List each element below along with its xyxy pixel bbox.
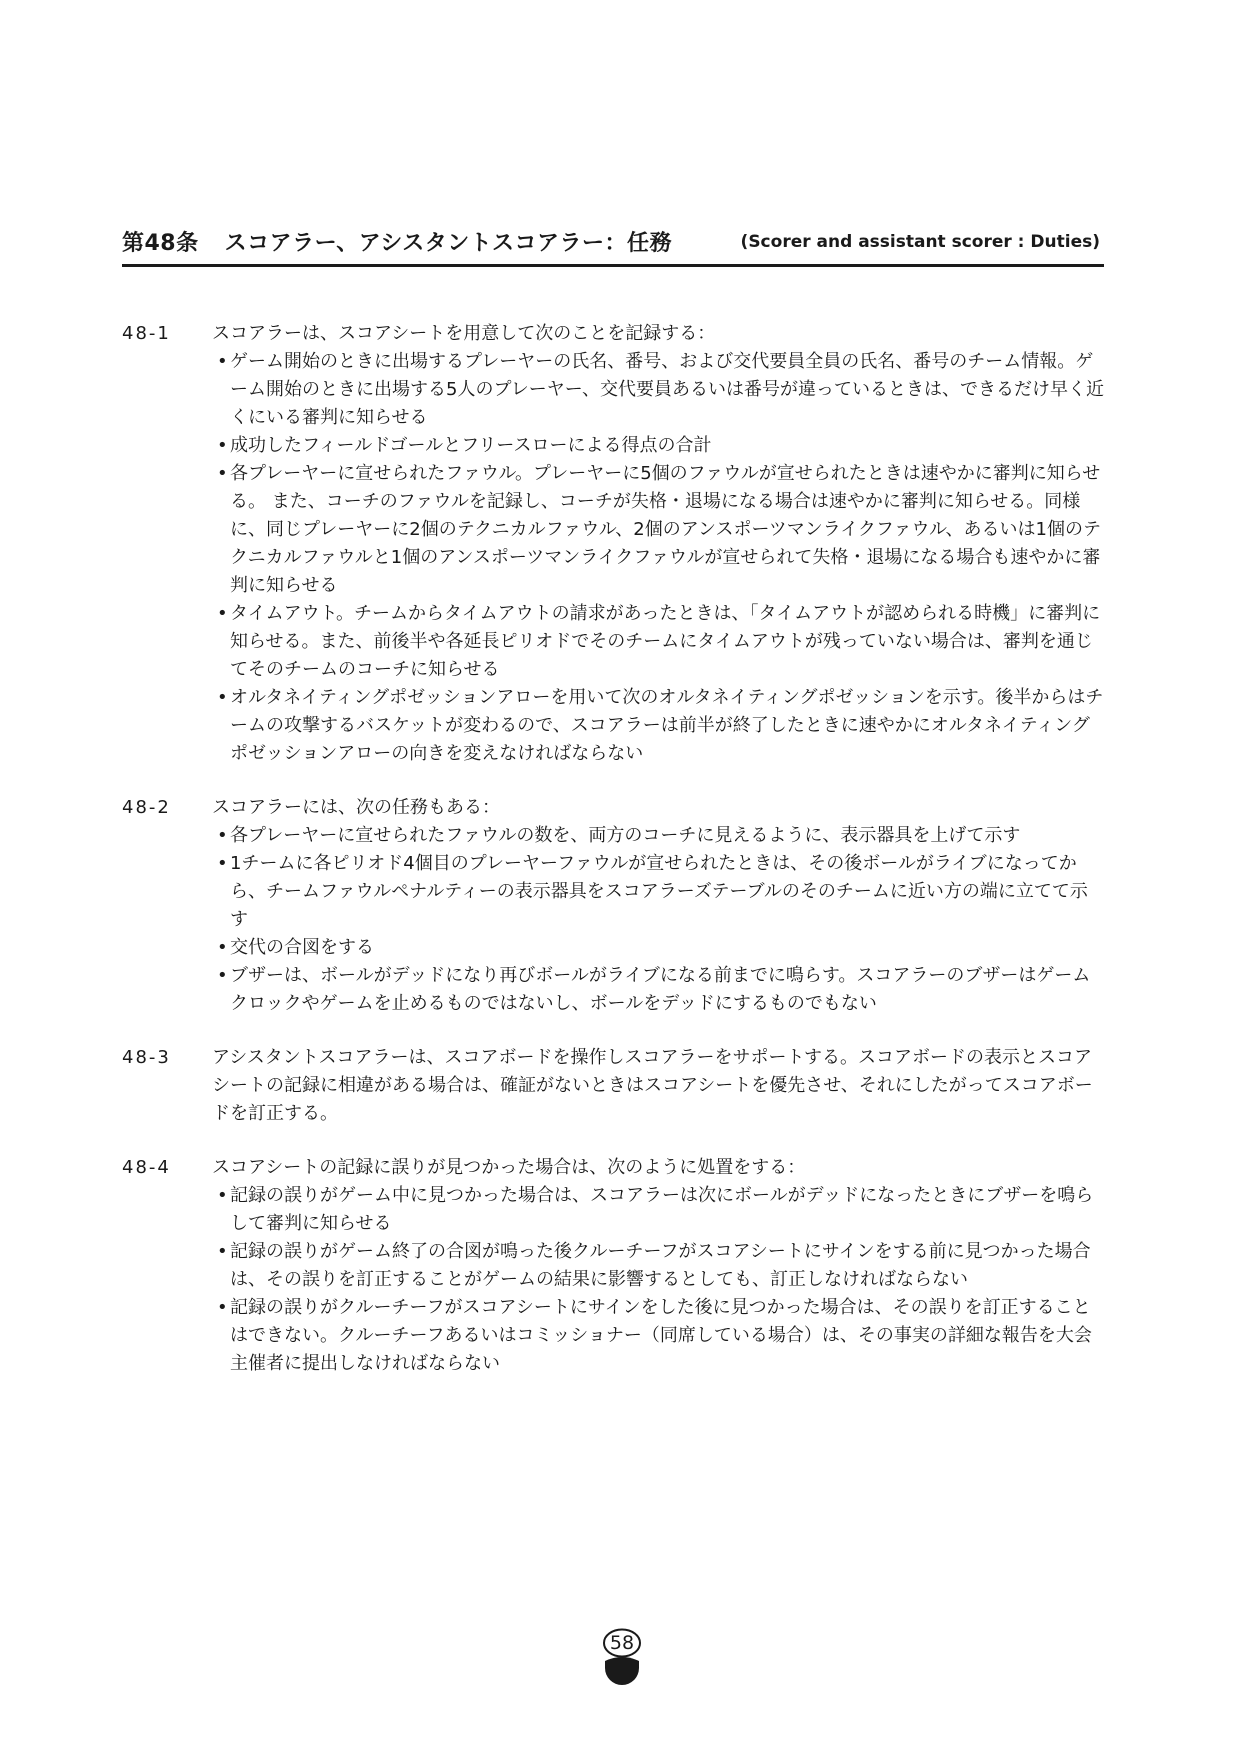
item-text: 記録の誤りがゲーム中に見つかった場合は、スコアラーは次にボールがデッドになったときにブザーを鳴らして審判に知らせる: [230, 1185, 1094, 1234]
list-item: [212, 460, 1104, 600]
item-text: 1チームに各ピリオド4個目のプレーヤーファウルが宣せられたときは、その後ボールがライブになってから、チームファウルペナルティーの表示器具をスコアラーズテーブルのそのチームに近い方の端に立てて示す: [230, 853, 1088, 930]
article-title: [122, 226, 672, 257]
section-body: [212, 320, 1104, 768]
section-number: 48-3: [122, 1047, 171, 1068]
list-item: [212, 1238, 1104, 1294]
item-text: ブザーは、ボールがデッドになり再びボールがライブになる前までに鳴らす。スコアラーのブザーはゲームクロックやゲームを止めるものではないし、ボールをデッドにするものでもない: [230, 965, 1091, 1014]
section-48-3: [122, 1044, 1104, 1128]
section-48-2: [122, 794, 1104, 1018]
bullet-icon: •: [217, 463, 228, 484]
bullet-icon: •: [217, 351, 228, 372]
article-number: 第48条: [122, 231, 199, 256]
item-text: 記録の誤りがゲーム終了の合図が鳴った後クルーチーフがスコアシートにサインをする前に見つかった場合は、その誤りを訂正することがゲームの結果に影響するとしても、訂正しなければならない: [230, 1241, 1091, 1290]
section-intro: スコアシートの記録に誤りが見つかった場合は、次のように処置をする：: [212, 1157, 806, 1178]
article-title-text: スコアラー、アシスタントスコアラー：任務: [224, 231, 672, 256]
list-item: [212, 962, 1104, 1018]
bullet-icon: •: [217, 1185, 228, 1206]
item-list: [212, 348, 1104, 768]
item-list: [212, 822, 1104, 1018]
section-number: 48-4: [122, 1157, 171, 1178]
item-text: ゲーム開始のときに出場するプレーヤーの氏名、番号、および交代要員全員の氏名、番号のチーム情報。ゲーム開始のときに出場する5人のプレーヤー、交代要員あるいは番号が違っているときは、できるだけ早く近くにいる審判に知らせる: [230, 351, 1105, 428]
article-content: [122, 320, 1104, 1404]
item-text: 交代の合図をする: [230, 937, 374, 958]
list-item: [212, 822, 1104, 850]
section-intro: スコアラーは、スコアシートを用意して次のことを記録する：: [212, 323, 716, 344]
bullet-icon: •: [217, 937, 228, 958]
item-list: [212, 1182, 1104, 1378]
item-text: オルタネイティングポゼッションアローを用いて次のオルタネイティングポゼッションを示す。後半からはチームの攻撃するバスケットが変わるので、スコアラーは前半が終了したときに速やかにオルタネイティングポゼッションアローの向きを変えなければならない: [230, 687, 1104, 764]
section-48-4: [122, 1154, 1104, 1378]
list-item: [212, 600, 1104, 684]
bullet-icon: •: [217, 603, 228, 624]
section-body: [212, 1154, 1104, 1378]
item-text: 成功したフィールドゴールとフリースローによる得点の合計: [230, 435, 712, 456]
section-number: 48-1: [122, 323, 171, 344]
bullet-icon: •: [217, 853, 228, 874]
list-item: [212, 1182, 1104, 1238]
list-item: [212, 348, 1104, 432]
bullet-icon: •: [217, 1297, 228, 1318]
section-intro: スコアラーには、次の任務もある：: [212, 797, 500, 818]
item-text: タイムアウト。チームからタイムアウトの請求があったときは、「タイムアウトが認められる時機」に審判に知らせる。また、前後半や各延長ピリオドでそのチームにタイムアウトが残っていない場合は、審判を通じてそのチームのコーチに知らせる: [230, 603, 1101, 680]
section-body: [212, 794, 1104, 1018]
bullet-icon: •: [217, 687, 228, 708]
article-subtitle: (Scorer and assistant scorer : Duties): [740, 232, 1100, 252]
list-item: [212, 684, 1104, 768]
bullet-icon: •: [217, 1241, 228, 1262]
bullet-icon: •: [217, 825, 228, 846]
bullet-icon: •: [217, 435, 228, 456]
list-item: [212, 432, 1104, 460]
list-item: [212, 934, 1104, 962]
header-divider: [122, 264, 1104, 267]
page-number-badge: [602, 1628, 642, 1690]
item-text: 各プレーヤーに宣せられたファウル。プレーヤーに5個のファウルが宣せられたときは速やかに審判に知らせる。 また、コーチのファウルを記録し、コーチが失格・退場になる場合は速やかに審判に知らせる。同様に、同じプレーヤーに2個のテクニカルファウル、2個のアンスポーツマンライクファウル、あるいは1個のテクニカルファウルと1個のアンスポーツマンライクファウルが宣せられて失格・退場になる場合も速やかに審判に知らせる: [230, 463, 1101, 596]
article-header: [122, 226, 1104, 266]
section-body: [212, 1044, 1104, 1128]
list-item: [212, 1294, 1104, 1378]
item-text: 記録の誤りがクルーチーフがスコアシートにサインをした後に見つかった場合は、その誤りを訂正することはできない。クルーチーフあるいはコミッショナー（同席している場合）は、その事実の詳細な報告を大会主催者に提出しなければならない: [230, 1297, 1092, 1374]
page-number: 58: [609, 1632, 635, 1654]
section-48-1: [122, 320, 1104, 768]
section-intro: アシスタントスコアラーは、スコアボードを操作しスコアラーをサポートする。スコアボードの表示とスコアシートの記録に相違がある場合は、確証がないときはスコアシートを優先させ、それにしたがってスコアボードを訂正する。: [212, 1047, 1093, 1124]
section-number: 48-2: [122, 797, 171, 818]
list-item: [212, 850, 1104, 934]
bullet-icon: •: [217, 965, 228, 986]
item-text: 各プレーヤーに宣せられたファウルの数を、両方のコーチに見えるように、表示器具を上げて示す: [230, 825, 1021, 846]
